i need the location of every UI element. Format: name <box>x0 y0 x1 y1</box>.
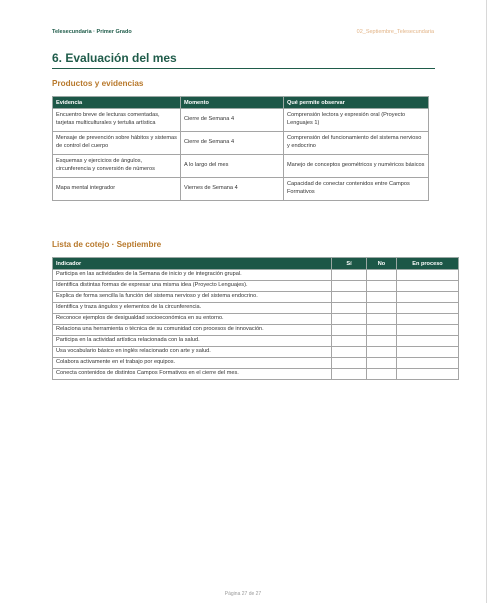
indicator-cell: Usa vocabulario básico en inglés relacionado con arte y salud. <box>53 347 332 358</box>
checklist-column-header: Indicador <box>53 258 332 270</box>
table-cell: Capacidad de conectar contenidos entre Campos Formativos <box>284 178 429 201</box>
no-checkbox-cell[interactable] <box>367 336 397 347</box>
si-checkbox-cell[interactable] <box>332 369 367 380</box>
si-checkbox-cell[interactable] <box>332 303 367 314</box>
en-proceso-checkbox-cell[interactable] <box>397 369 459 380</box>
checklist-column-header: No <box>367 258 397 270</box>
si-checkbox-cell[interactable] <box>332 314 367 325</box>
checklist-row <box>53 347 459 358</box>
checklist-row <box>53 336 459 347</box>
table-cell: A lo largo del mes <box>181 155 284 178</box>
si-checkbox-cell[interactable] <box>332 336 367 347</box>
indicator-cell: Explica de forma sencilla la función del sistema nervioso y del sistema endocrino. <box>53 292 332 303</box>
table-cell: Mapa mental integrador <box>53 178 181 201</box>
checklist-row <box>53 314 459 325</box>
products-column-header: Evidencia <box>53 97 181 109</box>
checklist-heading: Lista de cotejo · Septiembre <box>52 240 162 249</box>
no-checkbox-cell[interactable] <box>367 281 397 292</box>
products-column-header: Qué permite observar <box>284 97 429 109</box>
table-cell: Cierre de Semana 4 <box>181 132 284 155</box>
table-cell: Encuentro breve de lecturas comentadas, tarjetas multiculturales y tertulia artística <box>53 109 181 132</box>
no-checkbox-cell[interactable] <box>367 358 397 369</box>
checklist-row <box>53 270 459 281</box>
no-checkbox-cell[interactable] <box>367 292 397 303</box>
indicator-cell: Colabora activamente en el trabajo por equipos. <box>53 358 332 369</box>
en-proceso-checkbox-cell[interactable] <box>397 336 459 347</box>
products-heading: Productos y evidencias <box>52 79 144 88</box>
page-title: 6. Evaluación del mes <box>52 51 177 65</box>
si-checkbox-cell[interactable] <box>332 347 367 358</box>
en-proceso-checkbox-cell[interactable] <box>397 303 459 314</box>
indicator-cell: Identifica distintas formas de expresar una misma idea (Proyecto Lenguajes). <box>53 281 332 292</box>
no-checkbox-cell[interactable] <box>367 303 397 314</box>
checklist-header-row <box>53 258 459 270</box>
no-checkbox-cell[interactable] <box>367 270 397 281</box>
checklist-row <box>53 303 459 314</box>
table-cell: Comprensión del funcionamiento del sistema nervioso y endocrino <box>284 132 429 155</box>
page-number: Página 27 de 27 <box>224 591 262 597</box>
header-right: 02_Septiembre_Telesecundaria <box>356 29 434 35</box>
en-proceso-checkbox-cell[interactable] <box>397 281 459 292</box>
en-proceso-checkbox-cell[interactable] <box>397 347 459 358</box>
indicator-cell: Conecta contenidos de distintos Campos Formativos en el cierre del mes. <box>53 369 332 380</box>
indicator-cell: Reconoce ejemplos de desigualdad socioeconómica en su entorno. <box>53 314 332 325</box>
no-checkbox-cell[interactable] <box>367 314 397 325</box>
si-checkbox-cell[interactable] <box>332 292 367 303</box>
running-header <box>52 29 434 35</box>
en-proceso-checkbox-cell[interactable] <box>397 292 459 303</box>
table-cell: Comprensión lectora y expresión oral (Proyecto Lenguajes 1) <box>284 109 429 132</box>
indicator-cell: Participa en la actividad artística relacionada con la salud. <box>53 336 332 347</box>
si-checkbox-cell[interactable] <box>332 358 367 369</box>
table-cell: Viernes de Semana 4 <box>181 178 284 201</box>
no-checkbox-cell[interactable] <box>367 325 397 336</box>
table-row <box>53 155 429 178</box>
no-checkbox-cell[interactable] <box>367 369 397 380</box>
checklist-row <box>53 292 459 303</box>
indicator-cell: Participa en las actividades de la Semana de inicio y de integración grupal. <box>53 270 332 281</box>
si-checkbox-cell[interactable] <box>332 270 367 281</box>
table-row <box>53 109 429 132</box>
table-row <box>53 178 429 201</box>
checklist-column-header: En proceso <box>397 258 459 270</box>
en-proceso-checkbox-cell[interactable] <box>397 325 459 336</box>
checklist-row <box>53 369 459 380</box>
products-header-row <box>53 97 429 109</box>
checklist-row <box>53 281 459 292</box>
en-proceso-checkbox-cell[interactable] <box>397 314 459 325</box>
table-cell: Cierre de Semana 4 <box>181 109 284 132</box>
table-cell: Mensaje de prevención sobre hábitos y sistemas de control del cuerpo <box>53 132 181 155</box>
checklist-table <box>52 257 459 380</box>
indicator-cell: Relaciona una herramienta o técnica de su comunidad con procesos de innovación. <box>53 325 332 336</box>
title-rule <box>52 68 435 69</box>
checklist-row <box>53 325 459 336</box>
en-proceso-checkbox-cell[interactable] <box>397 270 459 281</box>
no-checkbox-cell[interactable] <box>367 347 397 358</box>
si-checkbox-cell[interactable] <box>332 281 367 292</box>
indicator-cell: Identifica y traza ángulos y elementos de la circunferencia. <box>53 303 332 314</box>
products-column-header: Momento <box>181 97 284 109</box>
checklist-column-header: Sí <box>332 258 367 270</box>
si-checkbox-cell[interactable] <box>332 325 367 336</box>
products-table <box>52 96 429 201</box>
table-cell: Manejo de conceptos geométricos y numéricos básicos <box>284 155 429 178</box>
header-left: Telesecundaria · Primer Grado <box>52 29 132 35</box>
en-proceso-checkbox-cell[interactable] <box>397 358 459 369</box>
table-row <box>53 132 429 155</box>
checklist-row <box>53 358 459 369</box>
table-cell: Esquemas y ejercicios de ángulos, circunferencia y conversión de números <box>53 155 181 178</box>
